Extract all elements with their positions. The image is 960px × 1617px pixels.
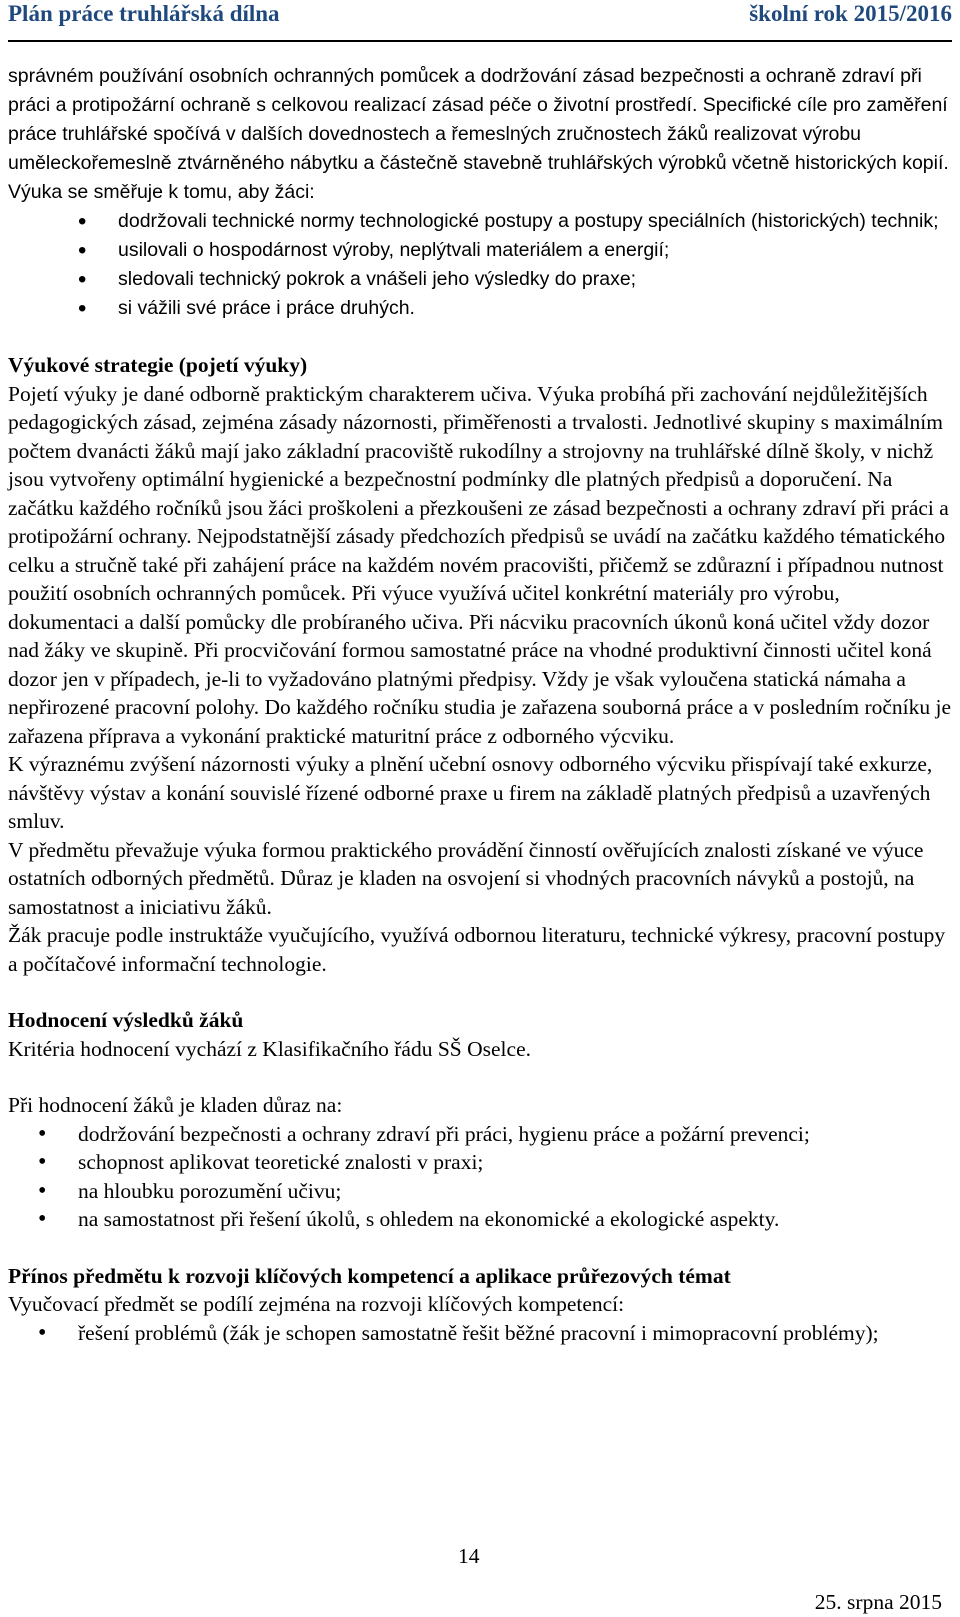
list-item: • na hloubku porozumění učivu; (8, 1177, 952, 1206)
competencies-list (8, 1319, 952, 1348)
section-heading: Přínos předmětu k rozvoji klíčových kompetencí a aplikace průřezových témat (8, 1263, 731, 1288)
strategies-paragraph: K výraznému zvýšení názornosti výuky a plnění učební osnovy odborného výcviku přispívají také exkurze, návštěvy výstav a konání souvislé řízené odborné praxe u firem na základě platných předpisů a uzavřených smluv. (8, 752, 933, 833)
evaluation-paragraph: Kritéria hodnocení vychází z Klasifikačního řádu SŠ Oselce. (8, 1036, 531, 1061)
strategies-paragraph: Pojetí výuky je dané odborně praktickým charakterem učiva. Výuka probíhá při zachování nejdůležitějších pedagogických zásad, zejména zásady názornosti, přiměřenosti a trvalosti. Jednotlivé skupiny s maximálním počtem dvanácti žáků mají jako základní pracoviště rukodílny a strojovny na truhlářské dílně školy, v nichž jsou vytvořeny optimální hygienické a bezpečnostní podmínky dle platných předpisů a doporučení. Na začátku každého ročníků jsou žáci proškoleni a přezkoušeni ze zásad bezpečnosti a ochrany zdraví při práci a protipožární ochrany. Nejpodstatnější zásady předchozích předpisů se uvádí na začátku každého tématického celku a stručně také při zahájení práce na každém novém pracovišti, přičemž se zdůrazní i případnou nutnost použití osobních ochranných pomůcek. Při výuce využívá učitel konkrétní materiály pro výrobu, dokumentaci a další pomůcky dle probíraného učiva. Při nácviku pracovních úkonů koná učitel vždy dozor nad žáky ve skupině. Při procvičování formou samostatné práce na vhodné produktivní činnosti učitel koná dozor jen v případech, je-li to vyžadováno platnými předpisy. Vždy je však vyloučena statická námaha a nepřirozené pracovní polohy. Do každého ročníku studia je zařazena souborná práce a v posledním ročníku je zařazena příprava a vykonání praktické maturitní práce z odborného výcviku. (8, 381, 952, 748)
section-heading: Hodnocení výsledků žáků (8, 1008, 244, 1032)
evaluation-criteria-list (8, 1120, 952, 1234)
school-year: školní rok 2015/2016 (749, 1, 952, 26)
intro-goal-list (8, 207, 952, 323)
evaluation-list-lead: Při hodnocení žáků je kladen důraz na: (8, 1093, 343, 1117)
evaluation-section (8, 1006, 952, 1234)
list-item: • usilovali o hospodárnost výroby, neplýtvali materiálem a energií; (8, 236, 952, 265)
strategies-paragraph: V předmětu převažuje výuka formou praktického provádění činností ověřujících znalosti získané ve výuce ostatních odborných předmětů. Důraz je kladen na osvojení si vhodných pracovních návyků a postojů, na samostatnost a iniciativu žáků. (8, 837, 924, 919)
document-title: Plán práce truhlářská dílna (8, 1, 280, 26)
list-item: • dodržovali technické normy technologické postupy a postupy speciálních (historických) technik; (8, 207, 952, 236)
page-number: 14 (458, 1544, 480, 1568)
strategies-paragraph: Žák pracuje podle instruktáže vyučujícího, využívá odbornou literaturu, technické výkresy, pracovní postupy a počítačové informační technologie. (8, 923, 946, 976)
competencies-section (8, 1262, 952, 1348)
list-item: • sledovali technický pokrok a vnášeli jeho výsledky do praxe; (8, 265, 952, 294)
footer-date: 25. srpna 2015 (814, 1590, 942, 1614)
page-header (8, 0, 952, 42)
section-heading: Výukové strategie (pojetí výuky) (8, 353, 308, 377)
intro-section (8, 62, 952, 323)
list-item: • schopnost aplikovat teoretické znalosti v praxi; (8, 1148, 952, 1177)
competencies-paragraph: Vyučovací předmět se podílí zejména na rozvoji klíčových kompetencí: (8, 1292, 625, 1316)
list-item: • si vážili své práce i práce druhých. (8, 294, 952, 323)
intro-list-lead: Výuka se směřuje k tomu, aby žáci: (8, 181, 315, 203)
document-body (8, 62, 952, 1347)
list-item: • dodržování bezpečnosti a ochrany zdraví při práci, hygienu práce a požární prevenci; (8, 1120, 952, 1149)
strategies-section (8, 351, 952, 978)
intro-paragraph: správném používání osobních ochranných pomůcek a dodržování zásad bezpečnosti a ochraně zdraví při práci a protipožární ochraně s celkovou realizací zásad péče o životní prostředí. Specifické cíle pro zaměření práce truhlářské spočívá v dalších dovednostech a řemeslných zručnostech žáků realizovat výrobu uměleckořemeslně ztvárněného nábytku a částečně stavebně truhlářských výrobků včetně historických kopií. (8, 65, 949, 174)
list-item: • na samostatnost při řešení úkolů, s ohledem na ekonomické a ekologické aspekty. (8, 1205, 952, 1234)
list-item: • řešení problémů (žák je schopen samostatně řešit běžné pracovní i mimopracovní problémy); (8, 1319, 952, 1348)
